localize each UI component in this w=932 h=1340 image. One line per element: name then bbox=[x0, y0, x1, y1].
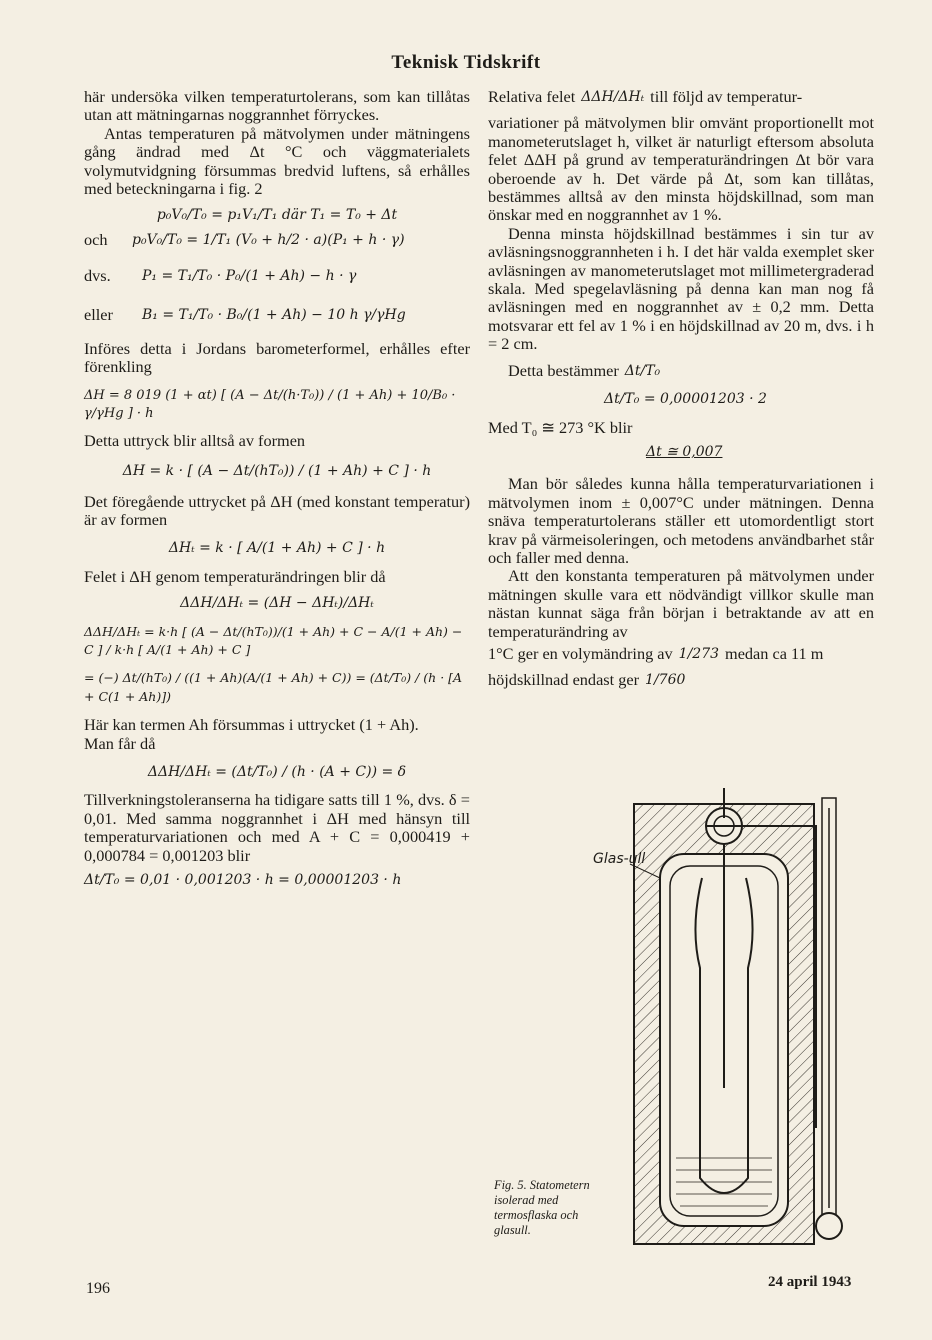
volymandring-text-b: medan ca 11 m bbox=[725, 643, 824, 663]
equation-8 bbox=[84, 594, 470, 612]
equation-2-text: p₀V₀/T₀ = 1/T₁ (V₀ + h/2 · a)(P₁ + h · γ) bbox=[132, 231, 405, 248]
left-paragraph-3: Införes detta i Jordans barometerformel, erhålles efter förenkling bbox=[84, 339, 470, 377]
equation-10-text: = (−) Δt/(hT₀) / ((1 + Ah)(A/(1 + Ah) + C)) = (Δt/T₀) / (h · [A + C(1 + Ah)]) bbox=[84, 670, 463, 704]
hojdskillnad-fraction: 1/760 bbox=[645, 672, 686, 689]
dvs-label: dvs. bbox=[84, 266, 111, 286]
hojdskillnad-text: höjdskillnad endast ger bbox=[488, 670, 640, 690]
equation-1-text: p₀V₀/T₀ = p₁V₁/T₁ där T₁ = T₀ + Δt bbox=[156, 207, 398, 224]
right-column bbox=[488, 88, 874, 690]
thermometer-bulb bbox=[816, 1213, 842, 1239]
left-paragraph-6: Felet i ΔH genom temperaturändringen blir då bbox=[84, 566, 386, 586]
equation-12 bbox=[84, 871, 470, 889]
volymandring-row bbox=[488, 645, 874, 663]
left-paragraph-2: Antas temperaturen på mätvolymen under mätningens gång ändrad med Δt °C och väggmaterialets volymutvidgning försummas bredvid luftens, så erhålles med beteckningarna i fig. 2 bbox=[84, 123, 470, 199]
right-paragraph-6: Att den konstanta temperaturen på mätvolymen under mätningen skulle vara ett nödvändigt villkor skulle man nästan kunnat säga från början i betraktande av att en temperaturändring av bbox=[488, 566, 874, 641]
left-paragraph-1: här undersöka vilken temperaturtolerans, som kan tillåtas utan att mätningarnas noggrannhet förryckes. bbox=[84, 87, 470, 125]
figure-caption: Fig. 5. Statometern isolerad med termosflaska och glasull. bbox=[494, 1178, 590, 1237]
equation-12-text: Δt/T₀ = 0,01 · 0,001203 · h = 0,00001203 · h bbox=[84, 872, 402, 888]
equation-6-text: ΔH = k · [ (A − Δt/(hT₀)) / (1 + Ah) + C ] · h bbox=[122, 463, 432, 480]
relativa-felet-text-b: till följd av temperatur- bbox=[650, 87, 803, 106]
relativa-felet-row bbox=[488, 88, 874, 106]
equation-11-text: ΔΔH/ΔHₜ = (Δt/T₀) / (h · (A + C)) = δ bbox=[147, 763, 407, 780]
equation-2-row bbox=[84, 231, 470, 249]
volymandring-text: 1°C ger en volymändring av bbox=[488, 643, 673, 663]
relativa-felet-text: Relativa felet bbox=[488, 87, 576, 106]
left-paragraph-9: Tillverkningstoleranserna ha tidigare satts till 1 %, dvs. δ = 0,01. Med samma noggrannhet i ΔH med hänsyn till temperaturvariationen och med A + C = 0,000419 + 0,000784 = 0,001203 blir bbox=[84, 790, 470, 865]
right-equation-1 bbox=[604, 390, 874, 408]
equation-4-text: B₁ = T₁/T₀ · B₀/(1 + Ah) − 10 h γ/γHg bbox=[142, 306, 406, 323]
equation-8-text: ΔΔH/ΔHₜ = (ΔH − ΔHₜ)/ΔHₜ bbox=[180, 595, 374, 612]
equation-3-row bbox=[84, 267, 470, 285]
eller-label: eller bbox=[84, 304, 113, 324]
equation-10 bbox=[84, 669, 470, 706]
glasull-label: Glas-ull bbox=[593, 851, 646, 867]
left-column bbox=[84, 88, 470, 889]
equation-9-text: ΔΔH/ΔHₜ = k·h [ (A − Δt/(hT₀))/(1 + Ah) + C − A/(1 + Ah) − C ] / k·h [ A/(1 + Ah) + C ] bbox=[84, 623, 463, 657]
right-equation-1-text: Δt/T₀ = 0,00001203 · 2 bbox=[604, 391, 767, 408]
equation-1 bbox=[84, 206, 470, 224]
med-t0-row bbox=[488, 419, 874, 437]
issue-date: 24 april 1943 bbox=[768, 1274, 852, 1290]
left-paragraph-4: Detta uttryck blir alltså av formen bbox=[84, 430, 306, 450]
relativa-felet-fraction: ΔΔH/ΔHₜ bbox=[581, 89, 645, 105]
hojdskillnad-row bbox=[488, 671, 874, 689]
equation-6 bbox=[84, 462, 470, 480]
equation-9 bbox=[84, 623, 470, 660]
right-paragraph-5: Man bör således kunna hålla temperaturvariationen i mätvolymen inom ± 0,007°C under mätningen. Denna snäva temperaturtolerans ställer ett utomordentligt stort krav på värmeisoleringen, och metodens användbarhet står och faller med denna. bbox=[488, 474, 874, 567]
och-label: och bbox=[84, 229, 108, 249]
detta-bestammer-fraction: Δt/T₀ bbox=[624, 362, 661, 379]
right-equation-2 bbox=[646, 443, 874, 461]
left-paragraph-7: Här kan termen Ah försummas i uttrycket (1 + Ah). bbox=[84, 715, 419, 735]
equation-5-text: ΔH = 8 019 (1 + αt) [ (A − Δt/(h·T₀)) / (1 + Ah) + 10/B₀ · γ/γHg ] · h bbox=[84, 387, 456, 422]
equation-11 bbox=[84, 763, 470, 781]
left-paragraph-5: Det föregående uttrycket på ΔH (med konstant temperatur) är av formen bbox=[84, 491, 470, 529]
journal-header: Teknisk Tidskrift bbox=[391, 52, 541, 73]
page-number: 196 bbox=[86, 1280, 110, 1297]
right-equation-2-text: Δt ≅ 0,007 bbox=[646, 443, 723, 460]
equation-7-text: ΔHₜ = k · [ A/(1 + Ah) + C ] · h bbox=[168, 540, 386, 557]
right-paragraph-2: Denna minsta höjdskillnad bestämmes i sin tur av avläsningsnoggrannheten i h. I det här valda exemplet sker avläsningen av manometerutslaget mot millimetergraderad skala. Med spegelavläsning på denna kan man nog få avläsningen med en noggrannhet av ± 0,2 mm. Detta motsvarar ett fel av 1 % i en höjdskillnad av 20 m, dvs. i h = 2 cm. bbox=[488, 223, 874, 354]
detta-bestammer-text: Detta bestämmer bbox=[508, 360, 619, 380]
detta-bestammer-row bbox=[488, 362, 874, 380]
equation-3-text: P₁ = T₁/T₀ · P₀/(1 + Ah) − h · γ bbox=[142, 268, 357, 285]
volymandring-fraction: 1/273 bbox=[678, 645, 720, 662]
equation-5 bbox=[84, 387, 470, 424]
med-t0-text: Med T₀ ≅ 273 °K blir bbox=[488, 417, 633, 437]
right-paragraph-1: variationer på mätvolymen blir omvänt proportionellt mot manometerutslaget h, vilket är naturligt eftersom absoluta felet ΔΔH på grund av temperaturändringen Δt bör vara oberoende av h. Det värde på Δt, som kan tillåtas, bestämmes alltså av den minsta höjdskillnad, som man önskar med en noggrannhet av 1 %. bbox=[488, 113, 874, 225]
left-paragraph-8: Man får då bbox=[84, 733, 156, 753]
equation-7 bbox=[84, 539, 470, 557]
equation-4-row bbox=[84, 306, 470, 324]
